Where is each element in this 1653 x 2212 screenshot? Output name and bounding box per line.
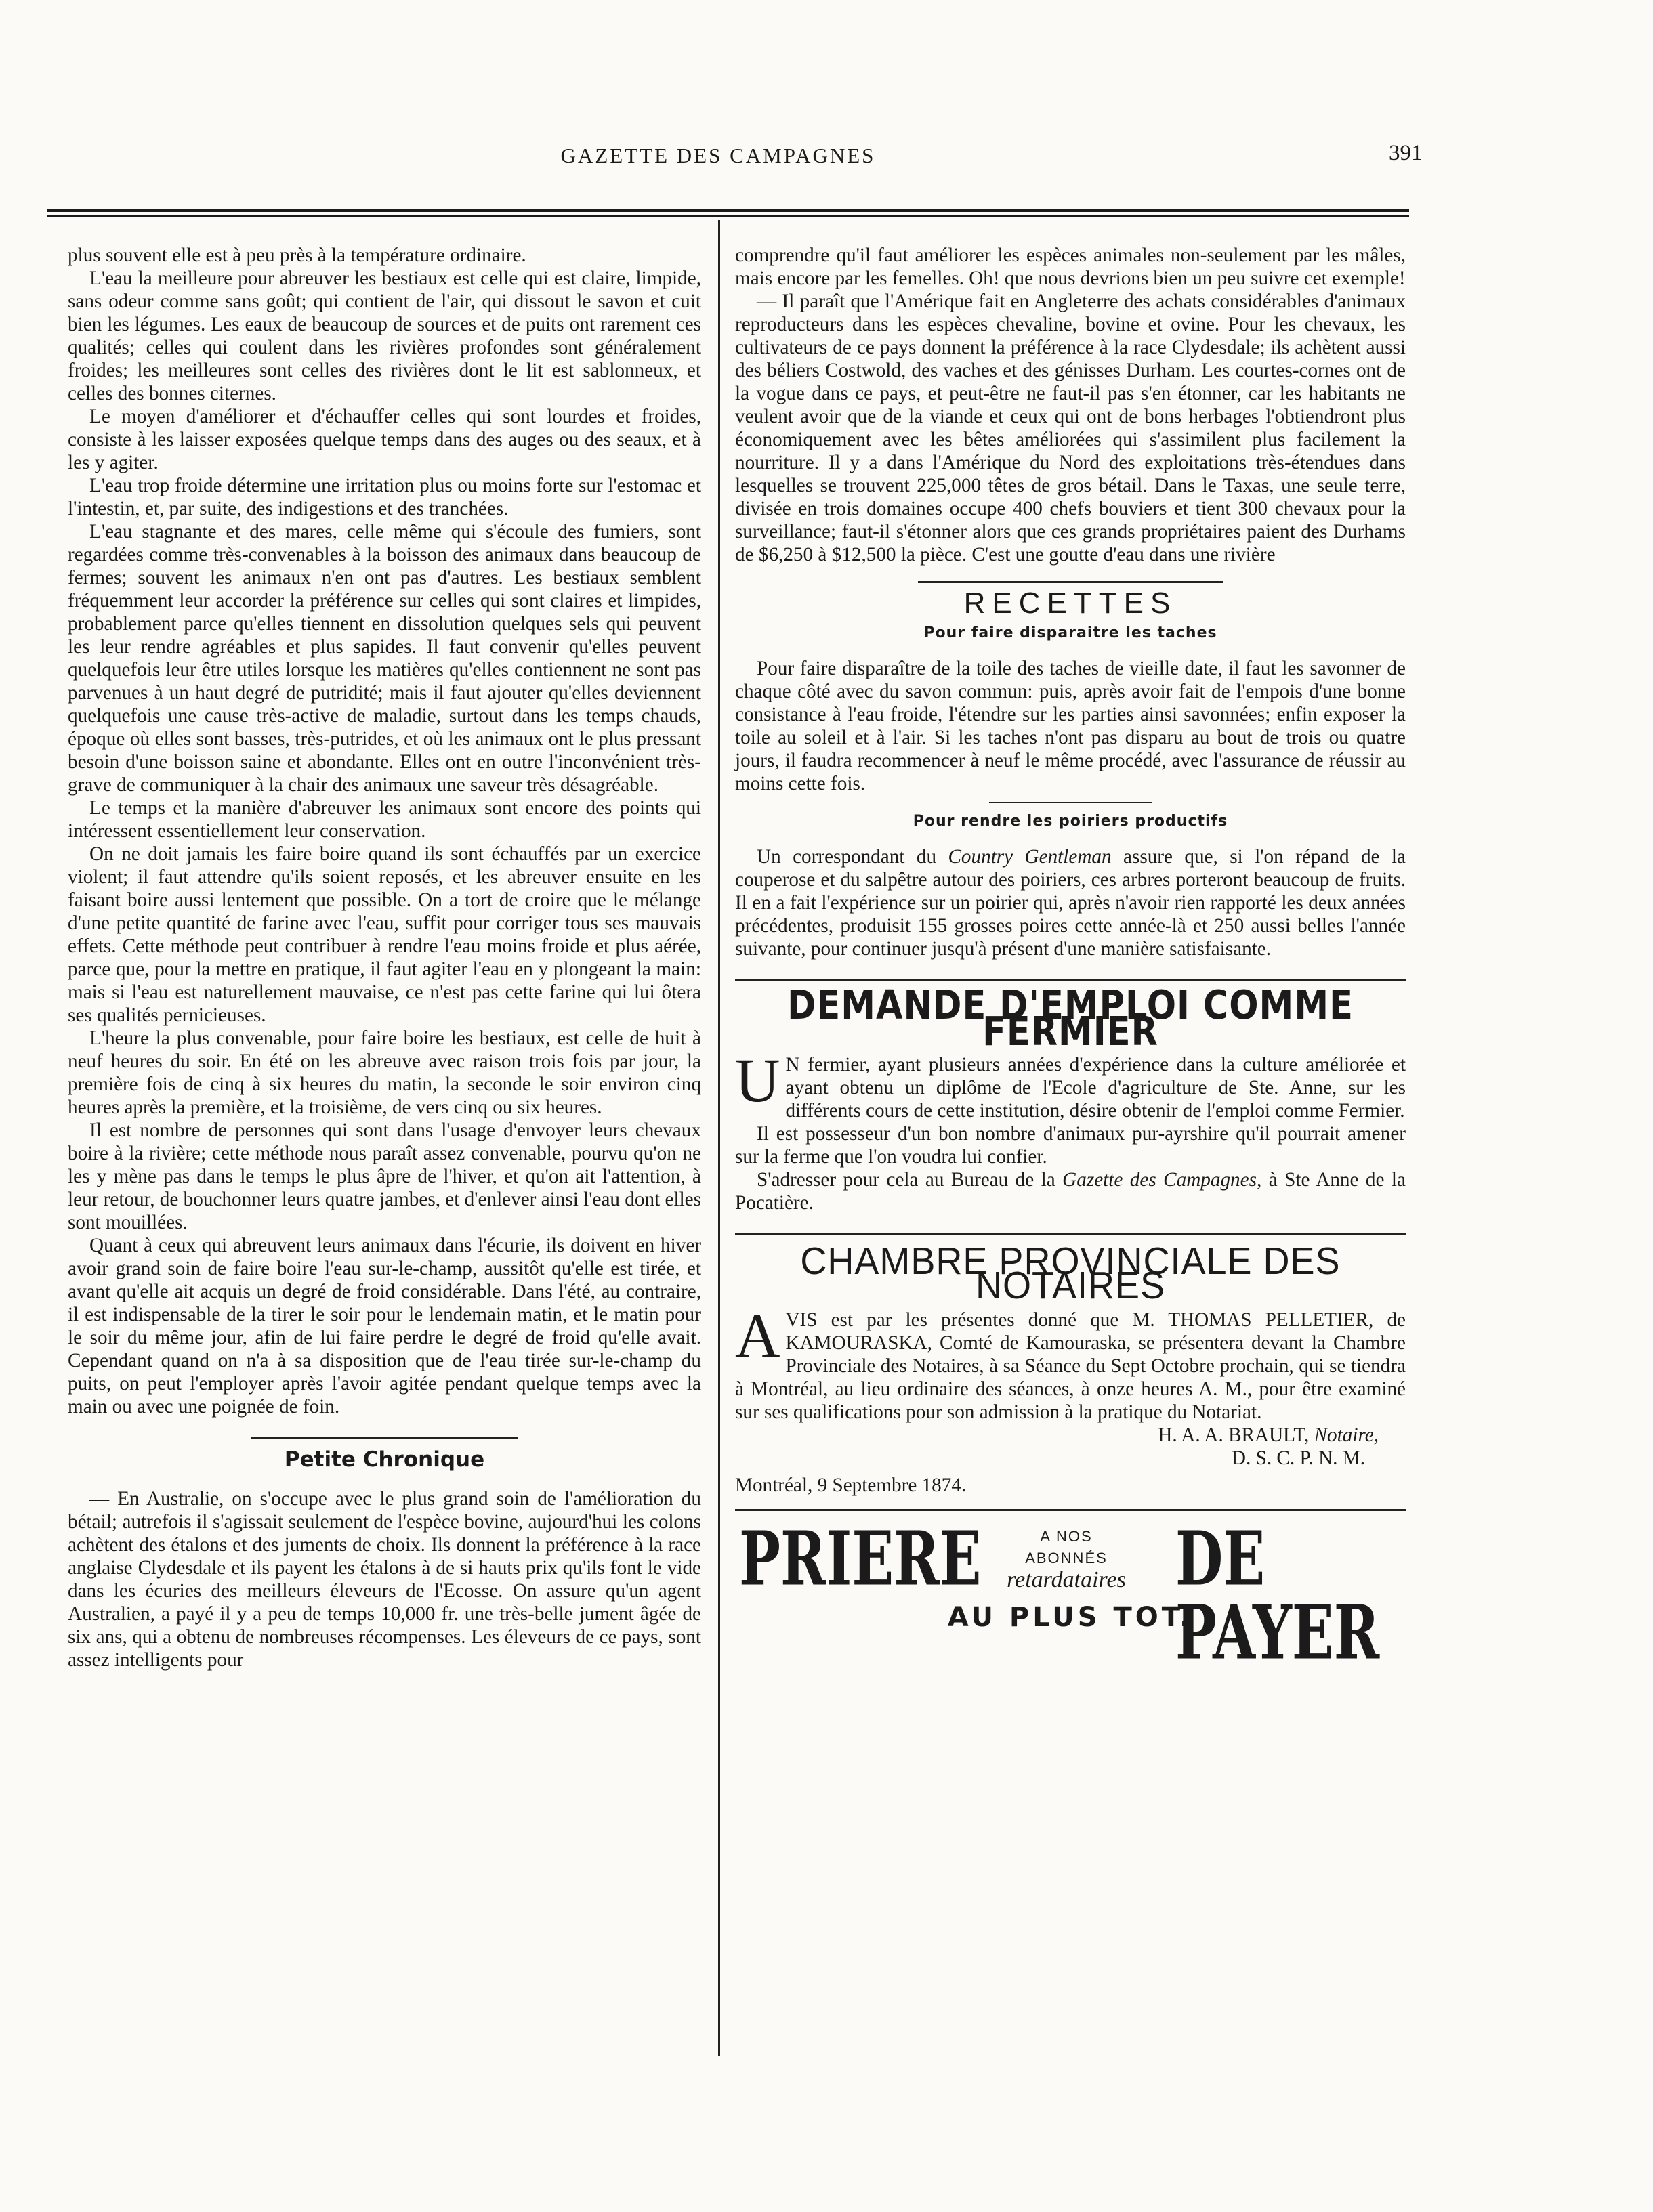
ornament-divider xyxy=(68,1433,701,1443)
emploi-ad-text: S'adresser pour cela au Bureau de la Gazette des Campagnes, à Ste Anne de la Pocatière. xyxy=(735,1169,1406,1214)
drop-cap: A xyxy=(735,1301,780,1370)
page-header-title: GAZETTE DES CAMPAGNES xyxy=(560,144,876,167)
notaires-date: Montréal, 9 Septembre 1874. xyxy=(735,1474,967,1496)
section-divider xyxy=(735,979,1406,981)
recipe-title: Pour rendre les poiriers productifs xyxy=(913,813,1228,830)
notaires-ad-heading: CHAMBRE PROVINCIALE DES NOTAIRES xyxy=(800,1239,1341,1307)
publication-name: Country Gentleman xyxy=(948,846,1112,868)
recipe-title: Pour faire disparaitre les taches xyxy=(923,624,1217,641)
page-number: 391 xyxy=(1389,141,1423,165)
right-column xyxy=(735,244,1406,1676)
publication-name: Gazette des Campagnes xyxy=(1062,1169,1257,1191)
article-paragraph: On ne doit jamais les faire boire quand ils sont échauffés par un exercice violent; il faut attendre qu'ils soient reposés, et les abreuver ensuite en les faisant boire aussi lentement que possible. On a tort de croire que le mélange d'une petite quantité de farine avec l'eau, suffit pour corriger tous ses mauvais effets. Cette méthode peut contribuer à rendre l'eau moins froide et plus aérée, parce que, pour la mettre en pratique, il faut agiter l'eau en y plongeant la main: mais si l'eau est naturellement mauvaise, ce n'est pas cette farine qui lui ôtera ses qualités pernicieuses. xyxy=(68,843,701,1026)
article-paragraph: Le temps et la manière d'abreuver les animaux sont encore des points qui intéressent essentiellement leur conservation. xyxy=(68,797,701,842)
article-paragraph: L'eau trop froide détermine une irritation plus ou moins forte sur l'estomac et l'intestin, et, par suite, des indigestions et des tranchées. xyxy=(68,475,701,519)
short-divider xyxy=(989,802,1152,803)
priere-word: PRIERE xyxy=(739,1514,982,1602)
priere-middle: A NOS ABONNÉS retardataires xyxy=(1007,1528,1126,1592)
article-paragraph: Il est nombre de personnes qui sont dans l'usage d'envoyer leurs chevaux boire à la rivière; cette méthode nous paraît assez convenable, pourvu qu'on ne les y mène pas dans le temps le plus âpre de l'hiver, et qu'on ait l'attention, à leur retour, de bouchonner leurs quatre jambes, et d'enlever ainsi l'eau dont elles sont mouillées. xyxy=(68,1120,701,1233)
emploi-ad-heading: DEMANDE D'EMPLOI COMME FERMIER xyxy=(787,982,1354,1055)
article-paragraph: L'eau stagnante et des mares, celle même qui s'écoule des fumiers, sont regardées comme très-convenables à la boisson des animaux dans beaucoup de fermes; souvent les animaux n'en ont pas d'autres. Les bestiaux semblent fréquemment leur accorder la préférence sur celles qui sont claires et limpides, probablement parce qu'elles tiennent en dissolution quelques sels qui peuvent les leur rendre agréables et plus sapides. Il faut convenir qu'elles peuvent quelquefois leur être utiles lorsque les matières qu'elles contiennent ne sont pas parvenues à un haut degré de putridité; mais il faut ajouter qu'elles deviennent quelquefois une cause très-active de maladie, surtout dans les temps chauds, époque où elles sont basses, très-putrides, et où les animaux ont le plus pressant besoin d'une boisson saine et abondante. Elles ont en outre l'inconvénient très-grave de communiquer à la chair des animaux une saveur très désagréable. xyxy=(68,521,701,796)
article-paragraph: plus souvent elle est à peu près à la température ordinaire. xyxy=(68,244,526,266)
section-divider xyxy=(735,1509,1406,1511)
emploi-ad-text: U N fermier, ayant plusieurs années d'expérience dans la culture améliorée et ayant obtenu un diplôme de l'Ecole d'agriculture de Ste. Anne, sur les différents cours de cette institution, désire obtenir de l'emploi comme Fermier. xyxy=(735,1046,1406,1122)
article-paragraph: Le moyen d'améliorer et d'échauffer celles qui sont lourdes et froides, consiste à les laisser exposées quelque temps dans des auges ou des seaux, et à les y agiter. xyxy=(68,406,701,473)
america-paragraph: — Il paraît que l'Amérique fait en Angleterre des achats considérables d'animaux reproducteurs dans les espèces chevaline, bovine et ovine. Pour les chevaux, les cultivateurs de ce pays donnent la préférence à la race Clydesdale; ils achètent aussi des béliers Costwold, des vaches et des génisses Durham. Les courtes-cornes ont de la vogue dans ce pays, et peut-être ne faut-il pas s'en étonner, car les habitants ne veulent avoir que de la viande et ceux qui ont de bons herbages l'obtiendront plus économiquement avec les bêtes améliorées qui s'assimilent plus facilement la nourriture. Il y a dans l'Amérique du Nord des exploitations très-étendues dans lesquelles se trouvent 225,000 têtes de gros bétail. Dans le Taxas, une seule terre, divisée en trois domaines occupe 400 chefs bouviers et tient 300 chevaux pour la surveillance; faut-il s'étonner alors que ces grands propriétaires paient des Durhams de $6,250 à $12,500 la pièce. C'est une goutte d'eau dans une rivière xyxy=(735,291,1406,566)
notaires-signature: H. A. A. BRAULT, Notaire, xyxy=(1158,1424,1379,1446)
recipe-text: Un correspondant du Country Gentleman assure que, si l'on répand de la couperose et du salpêtre autour des poiriers, ces arbres porteront beaucoup de fruits. Il en a fait l'expérience sur un poirier qui, après n'avoir rien rapporté les deux années précédentes, produisit 155 grosses poires cette année-là et 250 aussi belles l'année suivante, pour continuer jusqu'à présent d'une manière satisfaisante. xyxy=(735,846,1406,960)
article-continuation: comprendre qu'il faut améliorer les espèces animales non-seulement par les mâles, mais encore par les femelles. Oh! que nous devrions bien un peu suivre cet exemple! xyxy=(735,244,1406,289)
recipe-text: Pour faire disparaître de la toile des taches de vieille date, il faut les savonner de chaque côté avec du savon commun: puis, après avoir fait de l'empois d'une bonne consistance à l'eau froide, l'étendre sur les parties ainsi savonnées; enfin exposer la toile au soleil et à l'air. Si les taches n'ont pas disparu au bout de trois ou quatre jours, il faudra recommencer à neuf le même procédé, avec l'assurance de réussir au moins cette fois. xyxy=(735,658,1406,794)
au-plus-tot: AU PLUS TOT. xyxy=(947,1602,1194,1633)
chronique-heading: Petite Chronique xyxy=(284,1447,485,1472)
column-divider xyxy=(718,220,720,2056)
emploi-ad-text: Il est possesseur d'un bon nombre d'animaux pur-ayrshire qu'il pourrait amener sur la ferme que l'on voudra lui confier. xyxy=(735,1123,1406,1168)
drop-cap: U xyxy=(735,1046,780,1115)
article-paragraph: Quant à ceux qui abreuvent leurs animaux dans l'écurie, ils doivent en hiver avoir grand soin de faire boire l'eau sur-le-champ, aussitôt qu'elle est tirée, et avant qu'elle ait acquis un degré de froid considérable. Dans l'été, au contraire, il est indispensable de la tirer le soir pour le lendemain matin, et le matin pour le soir du même jour, afin de lui faire perdre le degré de froid qu'elle avait. Cependant quand on n'a à sa disposition que de l'eau tirée sur-le-champ du puits, on peut l'employer après l'avoir agitée pendant quelque temps avec la main ou avec une poignée de foin. xyxy=(68,1235,701,1418)
section-divider xyxy=(735,1233,1406,1235)
header-rule-thin xyxy=(47,215,1409,217)
notaires-signature-title: D. S. C. P. N. M. xyxy=(1231,1447,1365,1469)
ornament-divider xyxy=(735,577,1406,587)
recettes-heading: RECETTES xyxy=(963,587,1177,620)
de-payer-word: DE PAYER xyxy=(1175,1514,1380,1676)
left-column xyxy=(68,244,701,1672)
article-paragraph: L'eau la meilleure pour abreuver les bestiaux est celle qui est claire, limpide, sans odeur comme sans goût; qui contient de l'air, qui dissout le savon et cuit bien les légumes. Les eaux de beaucoup de sources et de puits ont rarement ces qualités; celles qui coulent dans les rivières profondes sont généralement froides; les meilleures sont celles des rivières dont le lit est sablonneux, et celles des bonnes citernes. xyxy=(68,268,701,404)
header-rule xyxy=(47,209,1409,212)
article-paragraph: L'heure la plus convenable, pour faire boire les bestiaux, est celle de huit à neuf heures du soir. En été on les abreuve avec raison trois fois par jour, la première fois de cinq à six heures du matin, la seconde le soir environ cinq heures après la première, et la troisième, de vers cinq ou six heures. xyxy=(68,1027,701,1118)
chronique-paragraph: — En Australie, on s'occupe avec le plus grand soin de l'amélioration du bétail; autrefois il s'agissait seulement de l'espèce bovine, aujourd'hui les colons achètent des étalons et des juments de choix. Ils donnent la préférence à la race anglaise Clydesdale et ils payent les étalons à de si hauts prix qu'ils font le vide dans les écuries des meilleurs éleveurs de l'Ecosse. On assure qu'un agent Australien, a payé il y a peu de temps 10,000 fr. une très-belle jument âgée de six ans, qui a obtenu de nombreuses récompenses. Les éleveurs de ce pays, sont assez intelligents pour xyxy=(68,1488,701,1671)
notaires-ad-text: AVIS est par les présentes donné que M. THOMAS PELLETIER, de KAMOURASKA, Comté de Kamouraska, se présentera devant la Chambre Provinciale des Notaires, à sa Séance du Sept Octobre prochain, qui se tiendra à Montréal, au lieu ordinaire des séances, à onze heures A. M., pour être examiné sur ses qualifications pour son admission à la pratique du Notariat. xyxy=(735,1301,1406,1423)
